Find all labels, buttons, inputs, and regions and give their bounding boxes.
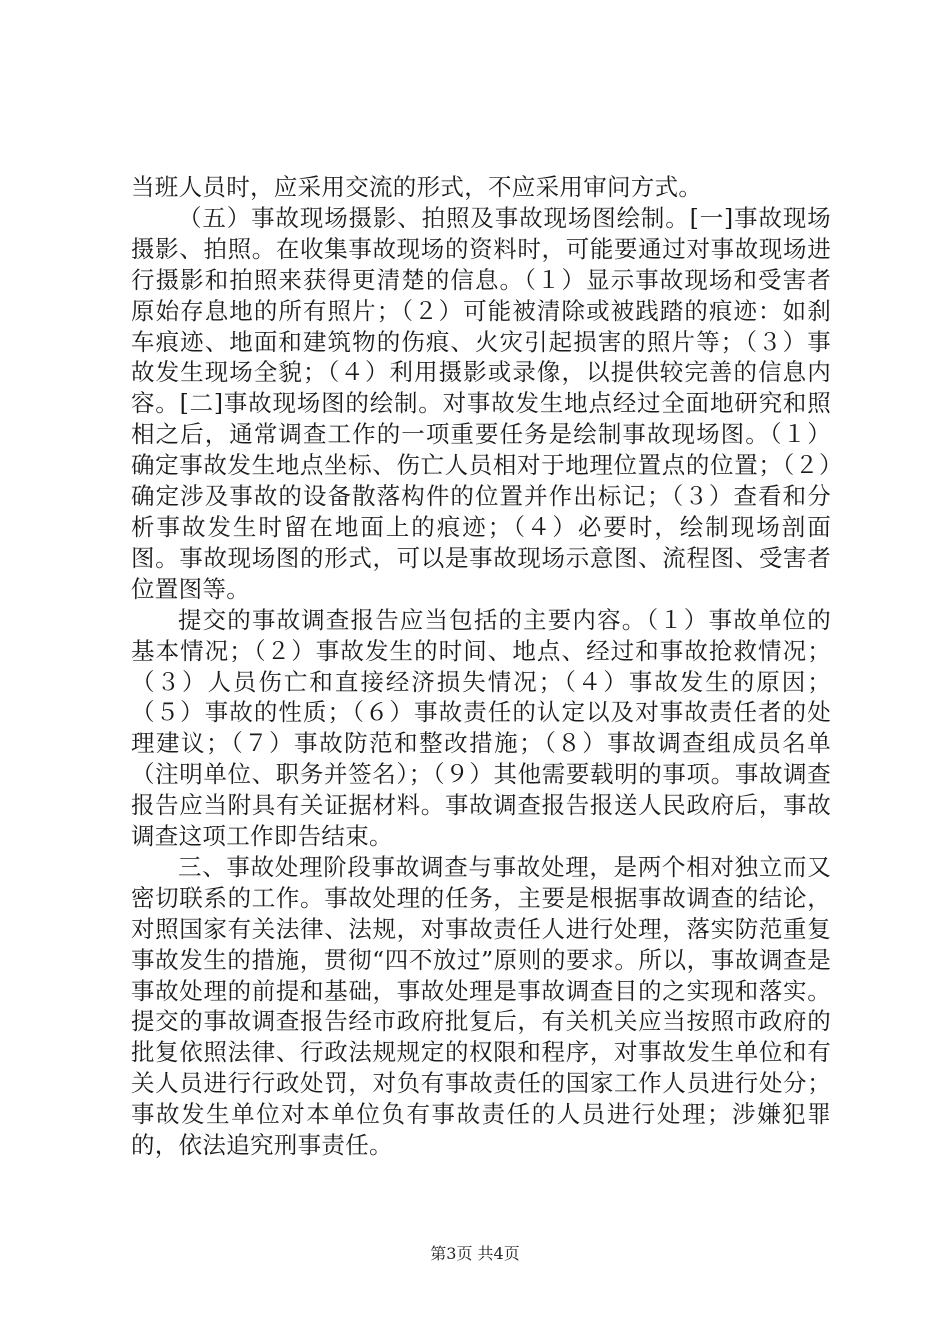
paragraph-continuation: 当班人员时，应采用交流的形式，不应采用审问方式。 [131,173,703,201]
page-number-footer: 第3页 共4页 [430,1244,520,1263]
body-text [131,172,831,1161]
paragraph-accident-handling: 三、事故处理阶段事故调查与事故处理，是两个相对独立而又密切联系的工作。事故处理的任务，主要是根据事故调查的结论，对照国家有关法律、法规，对事故责任人进行处理，落实防范重复事故发生的措施，贯彻“四不放过”原则的要求。所以，事故调查是事故处理的前提和基础，事故处理是事故调查目的之实现和落实。提交的事故调查报告经市政府批复后，有关机关应当按照市政府的批复依照法律、行政法规规定的权限和程序，对事故发生单位和有关人员进行行政处罚，对负有事故责任的国家工作人员进行处分；事故发生单位对本单位负有事故责任的人员进行处理；涉嫌犯罪的，依法追究刑事责任。 [131,852,831,1160]
paragraph-report-contents: 提交的事故调查报告应当包括的主要内容。（１）事故单位的基本情况；（２）事故发生的时间、地点、经过和事故抢救情况；（３）人员伤亡和直接经济损失情况；（４）事故发生的原因；（５）事故的性质；（６）事故责任的认定以及对事故责任者的处理建议；（７）事故防范和整改措施；（８）事故调查组成员名单（注明单位、职务并签名）；（９）其他需要载明的事项。事故调查报告应当附具有关证据材料。事故调查报告报送人民政府后，事故调查这项工作即告结束。 [131,605,831,851]
paragraph-scene-photography: （五）事故现场摄影、拍照及事故现场图绘制。[一]事故现场摄影、拍照。在收集事故现场的资料时，可能要通过对事故现场进行摄影和拍照来获得更清楚的信息。（１）显示事故现场和受害者原始存息地的所有照片；（２）可能被清除或被践踏的痕迹：如刹车痕迹、地面和建筑物的伤痕、火灾引起损害的照片等；（３）事故发生现场全貌；（４）利用摄影或录像，以提供较完善的信息内容。[二]事故现场图的绘制。对事故发生地点经过全面地研究和照相之后，通常调查工作的一项重要任务是绘制事故现场图。（１）确定事故发生地点坐标、伤亡人员相对于地理位置点的位置；（２）确定涉及事故的设备散落构件的位置并作出标记；（３）查看和分析事故发生时留在地面上的痕迹；（４）必要时，绘制现场剖面图。事故现场图的形式，可以是事故现场示意图、流程图、受害者位置图等。 [131,203,831,603]
